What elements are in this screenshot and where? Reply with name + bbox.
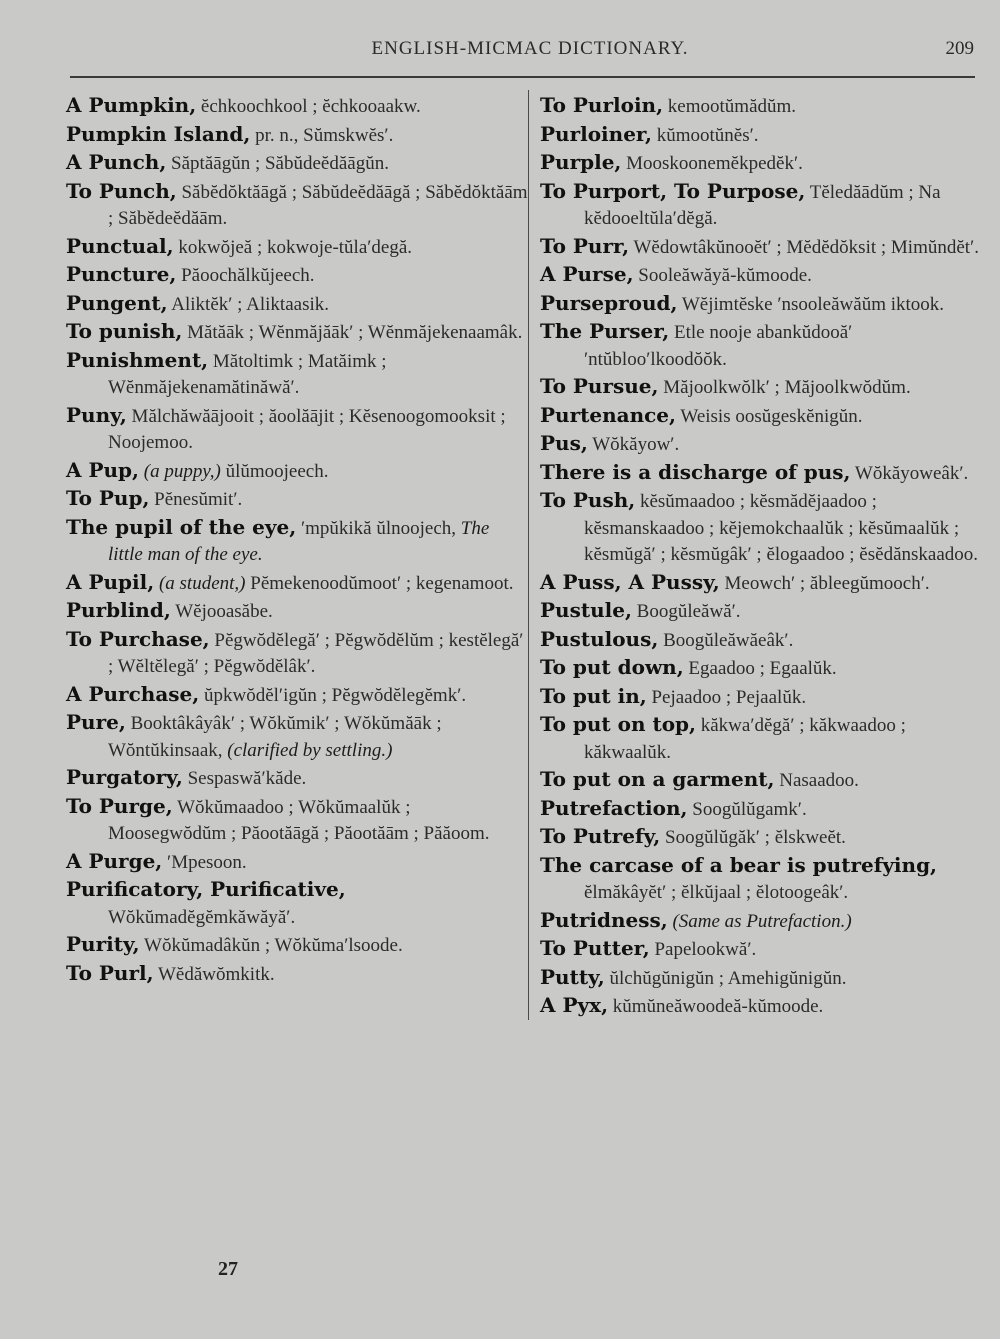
entry-definition: ŭlchŭgŭnigŭn ; Amehigŭnigŭn. [604, 967, 847, 989]
entry-definition: Măjoolkwŏlk′ ; Măjoolkwŏdŭm. [658, 377, 911, 398]
entry-headword: Purblind, [66, 598, 171, 622]
entry-definition: kăkwa′dĕgă′ ; kăkwaadoo ; kăkwaalŭk. [584, 715, 906, 763]
entry-headword: Putridness, [540, 907, 668, 932]
signature-mark: 27 [218, 1258, 238, 1280]
entry-note: (Same as Putrefaction.) [667, 910, 852, 932]
entry-definition: Wĕjimtĕske ′nsooleăwăŭm iktook. [677, 293, 945, 315]
entry-definition: kemootŭmădŭm. [663, 96, 797, 117]
entry-headword: Pure, [66, 710, 126, 734]
dictionary-entry [540, 318, 985, 373]
entry-headword: Pungent, [66, 290, 168, 315]
entry-headword: Purgatory, [66, 765, 183, 789]
dictionary-entry [540, 795, 985, 824]
entry-headword: Purificatory, Purificative, [66, 877, 346, 901]
entry-headword: To Purge, [66, 793, 173, 818]
column-divider [528, 90, 529, 1020]
entry-definition: Boogŭleăwăeâk′. [658, 629, 794, 651]
entry-headword: A Pumpkin, [66, 93, 197, 117]
dictionary-entry [66, 402, 528, 457]
entry-definition: ĕchkoochkool ; ĕchkooaakw. [196, 96, 421, 117]
entry-definition: Wŏkŭmadâkŭn ; Wŏkŭma′lsoode. [139, 935, 403, 956]
dictionary-entry [66, 597, 528, 626]
dictionary-entry [540, 907, 985, 936]
entry-headword: The pupil of the eye, [66, 514, 297, 539]
entry-headword: A Purge, [66, 848, 163, 873]
entry-definition: Wŏkŭmaadoo ; Wŏkŭmaalŭk ; Moosegwŏdŭm ; Păootăāgă ; Păootăām ; Păăoom. [108, 796, 490, 844]
entry-headword: Purtenance, [540, 402, 676, 427]
dictionary-entry [66, 290, 528, 319]
entry-definition: kokwŏjeă ; kokwoje-tŭla′degă. [173, 236, 413, 258]
entry-definition: Săbĕdŏktăāgă ; Săbŭdeĕdăāgă ; Săbĕdŏktăām ; Săbĕdeĕdăām. [108, 181, 528, 229]
entry-headword: To Pup, [66, 486, 150, 510]
entry-definition: Soogŭlŭgamk′. [687, 798, 807, 820]
dictionary-entry [66, 318, 528, 347]
entry-headword: To Purchase, [66, 626, 210, 651]
dictionary-entry [66, 681, 528, 710]
dictionary-entry [540, 402, 985, 431]
dictionary-entry [540, 92, 985, 121]
entry-headword: To Putter, [540, 936, 650, 960]
page-number: 209 [945, 38, 974, 59]
dictionary-entry [66, 178, 528, 233]
entry-headword: The Purser, [540, 319, 670, 343]
entry-headword: Purple, [540, 150, 622, 174]
entry-definition: kŭmootŭnĕs′. [651, 124, 759, 146]
entry-headword: To put down, [540, 655, 684, 679]
entry-headword: A Pyx, [540, 993, 609, 1017]
entry-definition: Boogŭleăwă′. [631, 601, 741, 622]
dictionary-entry [540, 430, 985, 459]
entry-headword: To put on a garment, [540, 767, 775, 791]
entry-headword: To Purloin, [540, 93, 664, 117]
entry-definition: Mălchăwăājooit ; ăoolăājit ; Kĕsenoogomooksit ; Noojemoo. [108, 405, 506, 453]
entry-headword: Pumpkin Island, [66, 121, 251, 146]
entry-definition: ŭlŭmoojeech. [220, 460, 329, 482]
dictionary-entry [540, 766, 985, 795]
entry-definition: Pĕgwŏdĕlegă′ ; Pĕgwŏdĕlŭm ; kestĕlegă′ ; Wĕltĕlegă′ ; Pĕgwŏdĕlâk′. [108, 629, 524, 677]
entry-definition: Pejaadoo ; Pejaalŭk. [646, 686, 807, 708]
entry-headword: Punctual, [66, 233, 174, 258]
entry-definition: Wĕdăwŏmkitk. [153, 963, 275, 985]
dictionary-entry [540, 683, 985, 712]
entry-headword: To Purl, [66, 960, 154, 985]
dictionary-entry [540, 487, 985, 569]
dictionary-entry [540, 597, 985, 626]
entry-definition: Mătăāk ; Wĕnmăjăāk′ ; Wĕnmăjekenaamâk. [182, 322, 523, 343]
dictionary-entry [66, 931, 528, 960]
dictionary-entry [540, 711, 985, 766]
entry-definition: ŭpkwŏdĕl′igŭn ; Pĕgwŏdĕlegĕmk′. [199, 684, 467, 706]
dictionary-entry [540, 178, 985, 233]
entry-headword: To put in, [540, 683, 647, 708]
entry-headword: A Punch, [66, 150, 167, 174]
entry-note: (clarified by settling.) [227, 739, 393, 761]
entry-headword: Pustulous, [540, 626, 659, 651]
dictionary-entry [540, 149, 985, 178]
dictionary-entry [540, 373, 985, 402]
entry-definition: Săptăāgŭn ; Săbŭdeĕdăāgŭn. [166, 153, 389, 174]
entry-definition: Meowch′ ; ăbleegŭmooch′. [719, 572, 930, 594]
dictionary-entry [540, 290, 985, 319]
entry-definition: Pĕmekenoodŭmoot′ ; kegenamoot. [245, 572, 514, 594]
entry-definition: Egaadoo ; Egaalŭk. [683, 658, 837, 679]
dictionary-entry [66, 233, 528, 262]
entry-headword: Punishment, [66, 347, 209, 372]
entry-definition: Wŏkăyoweâk′. [850, 462, 969, 484]
dictionary-entry [66, 626, 528, 681]
entry-definition: Sespaswă′kăde. [182, 768, 307, 789]
entry-headword: A Pupil, [66, 569, 155, 594]
entry-headword: To punish, [66, 319, 183, 343]
entry-definition: Soogŭlŭgăk′ ; ĕlskweĕt. [660, 827, 846, 848]
dictionary-entry [540, 233, 985, 262]
entry-definition: Păoochălkŭjeech. [176, 265, 315, 286]
entry-headword: Pus, [540, 431, 588, 455]
entry-definition: ′Mpesoon. [162, 851, 247, 873]
entry-definition: Mătoltimk ; Matăimk ; Wĕnmăjekenamătinăwă′. [108, 350, 387, 398]
entry-definition: Wŏkăyow′. [587, 434, 680, 455]
dictionary-entry [66, 149, 528, 178]
entry-definition: Wĕjooasăbe. [170, 601, 273, 622]
dictionary-entry [540, 261, 985, 290]
entry-note: (a student,) [154, 572, 246, 594]
right-column [540, 92, 985, 1021]
dictionary-entry [66, 121, 528, 150]
entry-headword: To Purport, To Purpose, [540, 178, 806, 203]
dictionary-entry [66, 876, 528, 931]
running-head [0, 38, 1000, 66]
dictionary-entry [66, 347, 528, 402]
entry-definition: ′mpŭkikă ŭlnoojech, [296, 517, 461, 539]
entry-headword: To Punch, [66, 178, 177, 203]
entry-headword: Purseproud, [540, 290, 678, 315]
left-column [66, 92, 528, 988]
entry-definition: Wŏkŭmadĕgĕmkăwăyă′. [108, 906, 296, 928]
dictionary-entry [540, 626, 985, 655]
entry-definition: ĕlmăkâyĕt′ ; ĕlkŭjaal ; ĕlotoogeâk′. [584, 882, 849, 903]
dictionary-entry [66, 848, 528, 877]
entry-headword: There is a discharge of pus, [540, 459, 851, 484]
entry-headword: A Puss, A Pussy, [540, 569, 720, 594]
dictionary-entry [540, 823, 985, 852]
entry-headword: To Push, [540, 488, 636, 512]
dictionary-entry [540, 992, 985, 1021]
entry-headword: A Purchase, [66, 681, 200, 706]
dictionary-entry [540, 964, 985, 993]
entry-definition: kŭmŭneăwoodeă-kŭmoode. [608, 996, 824, 1017]
entry-headword: Purity, [66, 932, 140, 956]
entry-definition: Aliktĕk′ ; Aliktaasik. [167, 293, 330, 315]
dictionary-entry [66, 764, 528, 793]
entry-headword: Puncture, [66, 262, 177, 286]
dictionary-entry [540, 121, 985, 150]
dictionary-entry [66, 92, 528, 121]
dictionary-entry [66, 261, 528, 290]
dictionary-entry [66, 569, 528, 598]
entry-definition: Etle nooje abankŭdooă′ ′ntŭbloo′lkoodŏŏk. [584, 322, 853, 370]
entry-definition: Papelookwă′. [649, 939, 757, 960]
entry-definition: Weisis oosŭgeskĕnigŭn. [676, 405, 863, 427]
entry-definition: Booktâkâyâk′ ; Wŏkŭmik′ ; Wŏkŭmăāk ; Wŏntŭkinsaak, [108, 713, 442, 761]
dictionary-entry [66, 485, 528, 514]
dictionary-entry [540, 935, 985, 964]
entry-headword: A Pup, [66, 457, 140, 482]
entry-headword: Pustule, [540, 598, 632, 622]
entry-headword: To Pursue, [540, 374, 659, 398]
running-title: ENGLISH-MICMAC DICTIONARY. [371, 38, 689, 59]
entry-definition: Mooskoonemĕkpedĕk′. [621, 153, 803, 174]
entry-headword: The carcase of a bear is putrefying, [540, 852, 938, 877]
header-rule [70, 76, 975, 78]
entry-definition: pr. n., Sŭmskwĕs′. [250, 124, 394, 146]
dictionary-entry [66, 793, 528, 848]
dictionary-entry [66, 709, 528, 764]
entry-definition: Pĕnesŭmit′. [149, 489, 243, 510]
dictionary-entry [66, 457, 528, 486]
entry-headword: Putrefaction, [540, 795, 688, 820]
dictionary-entry [540, 459, 985, 488]
entry-headword: Putty, [540, 964, 605, 989]
entry-headword: To put on top, [540, 712, 696, 736]
dictionary-entry [540, 569, 985, 598]
dictionary-entry [540, 852, 985, 907]
entry-headword: Purloiner, [540, 121, 652, 146]
entry-definition: kĕsŭmaadoo ; kĕsmădĕjaadoo ; kĕsmanskaadoo ; kĕjemokchaalŭk ; kĕsŭmaalŭk ; kĕsmŭgă′ ; kĕsmŭgâk′ ; ĕlogaadoo ; ĕsĕdănskaadoo. [584, 491, 979, 565]
entry-headword: To Putrefy, [540, 824, 661, 848]
entry-definition: Sooleăwăyă-kŭmoode. [633, 265, 812, 286]
entry-definition: Tĕledăādŭm ; Na kĕdooeltŭla′dĕgă. [584, 181, 941, 229]
entry-headword: Puny, [66, 402, 127, 427]
dictionary-entry [540, 654, 985, 683]
dictionary-entry [66, 960, 528, 989]
entry-note: The little man of the eye. [108, 517, 490, 565]
entry-headword: To Purr, [540, 233, 630, 258]
dictionary-entry [66, 514, 528, 569]
entry-definition: Wĕdowtâkŭnooĕt′ ; Mĕdĕdŏksit ; Mimŭndĕt′. [629, 236, 979, 258]
entry-headword: A Purse, [540, 262, 634, 286]
entry-note: (a puppy,) [139, 460, 221, 482]
entry-definition: Nasaadoo. [774, 770, 859, 791]
